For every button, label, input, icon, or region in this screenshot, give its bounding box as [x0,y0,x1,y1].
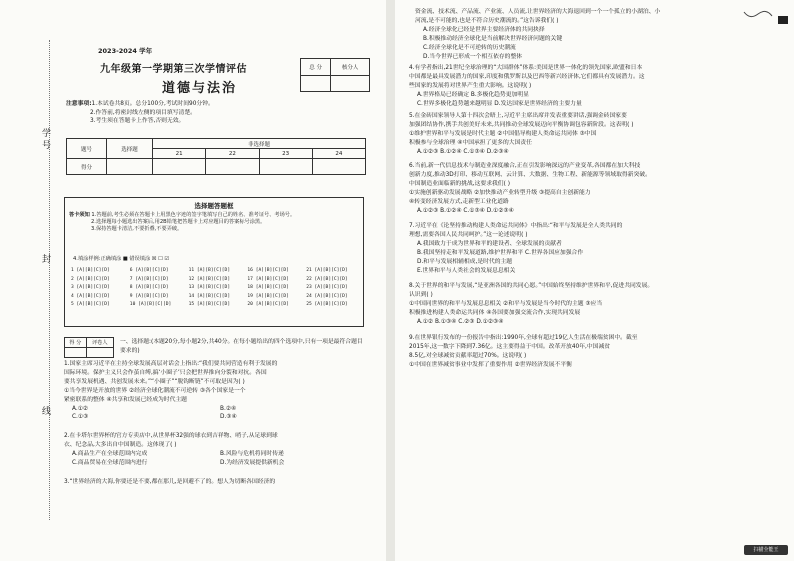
section-score-box [64,337,114,358]
answer-bubble-row[interactable]: 18 [A][B][C][D] [247,285,289,291]
answer-bubble-row[interactable]: 19 [A][B][C][D] [247,293,289,299]
section-score-label: 得 分 [65,338,87,348]
answer-bubble-row[interactable]: 3 [A][B][C][D] [71,285,110,291]
section-score-cell[interactable] [65,348,87,358]
answer-option[interactable]: D.当今世界已形成一个相互依存的整体 [423,53,523,60]
question-line: 资金流、技术流、产品流、产业流、人员流,让世界经济的大海退回到一个一个孤立的小湖泊、小 [415,9,661,15]
notes-line: 1.本试卷共8页。总分100分,考试时间90分钟。 [91,101,214,107]
answer-card-title: 选择题答题框 [194,202,234,210]
answer-bubble-row[interactable]: 14 [A][B][C][D] [188,293,231,299]
question-line: 些国家的发展将对世界产生重大影响。这说明( ) [409,82,532,89]
scanner-badge: 扫描全能王 [744,545,788,555]
subject-title: 道德与法治 [162,81,238,96]
question-line: 衣、纪念品,大多出自中国制造。这体现了( ) [64,441,177,448]
answer-bubble-row[interactable]: 22 [A][B][C][D] [306,276,348,282]
notes-line: 3.考生须在答题卡上作答,否则无效。 [90,118,185,125]
answer-bubble-row[interactable]: 1 [A][B][C][D] [71,268,110,273]
score-box-cell[interactable] [331,75,370,92]
question-5 [409,112,759,157]
answer-bubble-row[interactable]: 10 [A][B][C][D] [129,302,172,308]
answer-bubble-row[interactable]: 16 [A][B][C][D] [247,268,289,273]
answer-bubble-row[interactable]: 21 [A][B][C][D] [306,268,348,273]
exam-notes [66,100,366,126]
left-page [0,0,386,561]
question-line: 7.习近平在《论坚持推动构建人类命运共同体》中指出:“和平与发展是全人类共同的 [409,223,623,229]
answer-bubble-row[interactable]: 5 [A][B][C][D] [71,302,110,308]
question-line: 2.在卡塔尔世界杯的官方专卖店中,从世界杯32强的球衣到吉祥物、哨子,从足球到球 [64,433,278,439]
grade-col-num: 22 [206,149,259,159]
notes-heading: 注意事项: [66,101,92,107]
question-line: ①实施创新驱动发展战略 ②加快推动产业转型升级 ③提高自主创新能力 [409,189,591,196]
question-line: 4.有学者指出,21世纪全球治理的“大国群体”体系:美国是世界一体化的领先国家,欧盟和日本 [409,65,643,71]
answer-option[interactable]: B.我国坚持走和平发展道路,维护世界和平 C.世界各国应加强合作 [417,249,584,256]
question-3-continued [415,8,755,61]
question-line: ④转变经济发展方式,走新型工业化道路 [409,198,509,205]
instr-label: 答卡须知 [69,212,90,218]
question-7 [409,222,759,275]
question-line: 5.在金砖国家领导人第十四次会晤上,习近平主席出席并发表重要讲话,强调金砖国家要 [409,113,627,119]
score-box-label: 核分人 [331,59,370,76]
instr-line: 2.选择题每小题选出答案后,用2B铅笔把答题卡上对应题目的答案标号涂黑。 [91,219,266,226]
answer-bubble-row[interactable]: 11 [A][B][C][D] [188,268,231,273]
grade-col-header: 题号 [67,139,107,159]
answer-bubble-row[interactable]: 7 [A][B][C][D] [129,276,169,282]
question-line: 创新力度,推动3D打印、移动互联网、云计算、大数据、生物工程、新能源等领域取得新突破。 [409,171,651,178]
question-line: ①中国同世界的和平与发展息息相关 ②和平与发展是当今时代的主题 ③应当 [409,300,603,307]
answer-card [64,197,364,327]
answer-option[interactable]: A.①② B.①③④ C.②③ D.①②③④ [417,318,504,325]
grade-cell[interactable] [153,159,206,175]
question-9 [409,334,759,370]
question-line: 9.在世界银行发布的一份报告中指出:1990年,全球有超过19亿人生活在极端贫困中。截至 [409,335,638,341]
answer-bubble-row[interactable]: 15 [A][B][C][D] [188,302,231,308]
total-score-box [300,58,370,92]
answer-option[interactable]: A.①② [72,405,89,412]
question-line: 理想,需要各国人民共同呵护。”这一论述说明( ) [409,231,528,238]
answer-bubble-row[interactable]: 4 [A][B][C][D] [71,293,110,299]
question-line: 河流,是不可能的,也是不符合历史潮流的。”这告诉我们( ) [415,17,559,24]
answer-option[interactable]: C.经济全球化是不可逆转的历史潮流 [423,44,516,51]
answer-option[interactable]: D.③④ [220,414,237,421]
answer-bubble-row[interactable]: 20 [A][B][C][D] [247,302,289,308]
answer-option[interactable]: A.世界格局已经确定 B.多极化趋势更加明显 [417,91,529,98]
score-box-cell[interactable] [301,75,331,92]
grade-cell[interactable] [312,159,365,175]
question-3 [64,478,368,487]
question-line: 认识到( ) [409,291,433,298]
section-score-label: 评卷人 [86,338,113,348]
page-gutter [386,0,395,561]
answer-card-instructions [69,212,359,234]
score-box-label: 总 分 [301,59,331,76]
question-4 [409,64,759,109]
section-score-cell[interactable] [86,348,113,358]
binding-margin [40,40,50,520]
answer-bubble-row[interactable]: 8 [A][B][C][D] [129,285,169,291]
grade-table [66,138,366,175]
answer-bubble-row[interactable]: 6 [A][B][C][D] [129,268,169,273]
answer-bubble-grid [71,268,361,309]
answer-option[interactable]: A.我国致力于成为世界和平的建设者、全球发展的贡献者 [417,240,562,247]
exam-title: 九年级第一学期第三次学情评估 [100,64,247,75]
fill-sample: 4.填涂样例:正确填涂 ■ 错误填涂 ☒ ☐ ☑ [73,256,170,262]
answer-option[interactable]: D.为经济发展提供新机会 [220,459,285,466]
answer-bubble-row[interactable]: 25 [A][B][C][D] [306,302,348,308]
answer-bubble-row[interactable]: 23 [A][B][C][D] [306,285,348,291]
grade-cell[interactable] [259,159,312,175]
section-one-heading: 一、选择题:(本题20分,每小题2分,共40分。在每小题给出的四个选项中,只有一项是最符合题目要求的) [120,339,363,354]
question-line: ①维护世界和平与发展是时代主题 ②中国倡导构建人类命运共同体 ③中国 [409,130,597,137]
grade-col-header: 选择题 [107,139,153,159]
question-line: 8.5亿,对全球减贫贡献率超过70%。这说明( ) [409,352,527,359]
answer-bubble-row[interactable]: 17 [A][B][C][D] [247,276,289,282]
answer-option[interactable]: D.和平与发展相辅相成,是时代的主题 [417,258,513,265]
answer-option[interactable]: B.②④ [220,405,237,412]
question-line: 6.当前,新一代信息技术与制造业深度融合,正在引发影响深远的产业变革,各国都在加大科技 [409,163,641,169]
grade-cell[interactable] [107,159,153,175]
answer-option[interactable]: C.①③ [72,414,89,421]
grade-col-num: 23 [259,149,312,159]
question-8 [409,282,759,327]
question-line: 紧密联系的整体 ④共享和发展已经成为时代主题 [64,396,187,403]
question-line: 国际环境。保护主义只会作茧自缚,搞‘小圈子’只会把世界推向分裂和对抗。各国 [64,369,267,376]
instr-line: 3.保持答题卡清洁,不要折叠,不要弄破。 [91,226,183,233]
question-line: 中国都是最具发展潜力的国家,印度和俄罗斯以及巴西等新兴经济体,它们都具有发展潜力。这 [409,73,645,80]
question-line: ①中国在世界减贫事业中发挥了重要作用 ②世界经济发展不平衡 [409,361,572,368]
margin-label: 学 [42,129,52,139]
answer-option[interactable]: B.风险与危机将同时传递 [220,450,284,457]
grade-row-label: 得分 [67,159,107,175]
question-line: 要共享发展机遇、共创发展未来。”“小圈子”“脱钩断链”不可取是因为( ) [64,378,245,385]
margin-label: 线 [42,407,52,417]
question-line: 2015年,这一数字下降到7.36亿。这主要得益于中国。改革开放40年,中国减贫 [409,343,611,350]
question-1 [64,360,368,422]
question-line: 积极参与全球治理 ④中国承担了更多的大国责任 [409,139,532,146]
answer-bubble-row[interactable]: 12 [A][B][C][D] [188,276,231,282]
question-line: 积极推进构建人类命运共同体 ④各国要加强交流合作,实现共同发展 [409,309,581,316]
question-line: 加强团结协作,携手共创美好未来,共同推动全球发展迈向平衡协调包容新阶段。这表明( ) [409,121,634,128]
notes-line: 2.作答前,将密封线左侧的项目填写清楚。 [90,109,196,116]
margin-label: 号 [42,141,52,151]
answer-option[interactable]: B.积极推动经济全球化是当前解决世界经济问题的关键 [423,35,563,42]
question-6 [409,162,759,215]
answer-option[interactable]: C.商品贸易在全球范围内进行 [72,459,148,466]
grade-col-num: 24 [312,149,365,159]
question-line: 8.关于世界的和平与发展,“是亚洲各国的共同心愿。”中国始终坚持维护世界和平,促进共同发展。 [409,283,654,289]
question-2 [64,432,368,468]
question-line: 3.“世界经济的大海,你要还是不要,都在那儿,是回避不了的。想人为切断各国经济的 [64,479,276,485]
instr-line: 1.答题前,考生必须在答题卡上用黑色字迹的签字笔填写自己的姓名、准考证号、考场号。 [91,212,296,218]
question-line: ①当今世界是开放的世界 ②经济全球化潮流不可逆转 ③各个国家是一个 [64,387,246,394]
answer-option[interactable]: A.商品生产在全球范围内完成 [72,450,148,457]
right-page [395,0,794,561]
answer-option[interactable]: E.世界和平与人类社会的发展息息相关 [417,267,516,274]
answer-bubble-row[interactable]: 24 [A][B][C][D] [306,293,348,299]
answer-option[interactable]: A.①②③ B.①②④ C.①③④ D.②③④ [417,148,509,155]
margin-label: 封 [42,255,52,265]
grade-col-num: 21 [153,149,206,159]
grade-col-header: 非选择题 [153,139,366,149]
grade-cell[interactable] [206,159,259,175]
answer-bubble-row[interactable]: 9 [A][B][C][D] [129,293,169,299]
answer-bubble-row[interactable]: 2 [A][B][C][D] [71,276,110,282]
answer-option[interactable]: A.①②③ B.①②④ C.①③④ D.①②③④ [417,207,514,214]
question-line: 1.国家主席习近平在主持全球发展高层对话会上指出:“我们要共同营造有利于发展的 [64,361,278,367]
answer-option[interactable]: C.世界多极化趋势越来越明显 D.发达国家是世界经济的主要力量 [417,100,582,107]
answer-option[interactable]: A.经济全球化已经是世界主要经济体的共同抉择 [423,26,545,33]
answer-bubble-row[interactable]: 13 [A][B][C][D] [188,285,231,291]
question-line: 中国制造业面临新的挑战,这要求我们( ) [409,180,510,187]
school-year: 2023-2024 学年 [98,47,153,55]
